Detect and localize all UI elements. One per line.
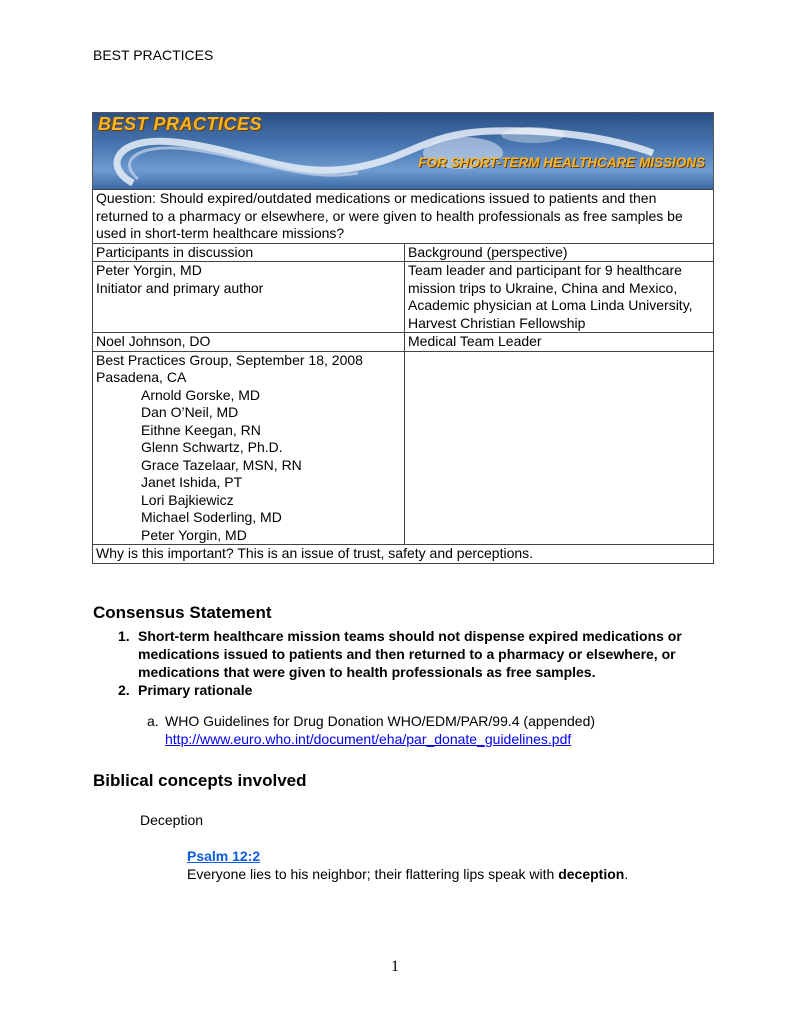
subitem-letter: a.: [147, 713, 159, 729]
item-number: 1.: [118, 628, 130, 644]
banner-subtitle: FOR SHORT-TERM HEALTHCARE MISSIONS: [418, 155, 705, 170]
member-name: Michael Soderling, MD: [141, 509, 282, 525]
group-cell: [93, 351, 405, 545]
item-number: 2.: [118, 682, 130, 698]
consensus-item: [93, 681, 693, 699]
consensus-heading: Consensus Statement: [93, 603, 272, 622]
subitem-text: WHO Guidelines for Drug Donation WHO/EDM/PAR/99.4 (appended): [165, 713, 596, 729]
participants-table: [92, 189, 714, 564]
verse-emphasis: deception: [558, 866, 625, 882]
member-name: Lori Bajkiewicz: [141, 491, 234, 508]
psalm-verse: [187, 866, 628, 882]
question-cell: Question: Should expired/outdated medications or medications issued to patients and then returned to a pharmacy or elsewhere, or were given to health professionals as free samples be used in short-term healthcare missions?: [93, 190, 714, 244]
psalm-reference-link[interactable]: Psalm 12:2: [187, 848, 261, 864]
verse-text: Everyone lies to his neighbor; their flattering lips speak with: [187, 866, 559, 882]
banner-title: BEST PRACTICES: [98, 114, 263, 134]
member-name: Glenn Schwartz, Ph.D.: [141, 439, 283, 455]
group-location: Pasadena, CA: [96, 369, 187, 385]
biblical-heading: Biblical concepts involved: [93, 771, 307, 790]
background-cell-empty: [405, 351, 714, 545]
member-name: Arnold Gorske, MD: [141, 386, 261, 403]
member-name: Dan O’Neil, MD: [141, 404, 239, 420]
participant-role: Initiator and primary author: [96, 279, 264, 296]
page-number: 1: [391, 958, 399, 975]
why-important-cell: Why is this important? This is an issue of trust, safety and perceptions.: [93, 545, 714, 564]
member-name: Eithne Keegan, RN: [141, 421, 261, 438]
background-header: Background (perspective): [405, 243, 714, 262]
member-name: Grace Tazelaar, MSN, RN: [141, 456, 302, 473]
background-cell: Team leader and participant for 9 healthcare mission trips to Ukraine, China and Mexico, Academic physician at Loma Linda University, Harvest Christian Fellowship: [405, 262, 714, 333]
consensus-item: [93, 627, 693, 681]
item-text: Primary rationale: [138, 682, 253, 698]
participant-cell: [93, 262, 405, 333]
concept-label: Deception: [140, 812, 204, 828]
item-text: Short-term healthcare mission teams should not dispense expired medications or medications issued to patients and then returned to a pharmacy or elsewhere, or medications that were given to health professionals as free samples.: [138, 628, 682, 680]
member-name: Peter Yorgin, MD: [141, 526, 247, 543]
member-name: Janet Ishida, PT: [141, 474, 243, 490]
best-practices-banner: [92, 112, 714, 190]
running-header: BEST PRACTICES: [93, 47, 214, 63]
who-guidelines-link[interactable]: http://www.euro.who.int/document/eha/par_donate_guidelines.pdf: [165, 731, 572, 747]
participant-name: Noel Johnson, DO: [93, 333, 405, 352]
rationale-subitem: [147, 712, 725, 748]
background-cell: Medical Team Leader: [405, 333, 714, 352]
participants-header: Participants in discussion: [93, 243, 405, 262]
consensus-list: [93, 627, 693, 699]
verse-end: .: [624, 866, 629, 882]
group-name: Best Practices Group, September 18, 2008: [96, 351, 363, 368]
participant-name: Peter Yorgin, MD: [96, 262, 202, 278]
